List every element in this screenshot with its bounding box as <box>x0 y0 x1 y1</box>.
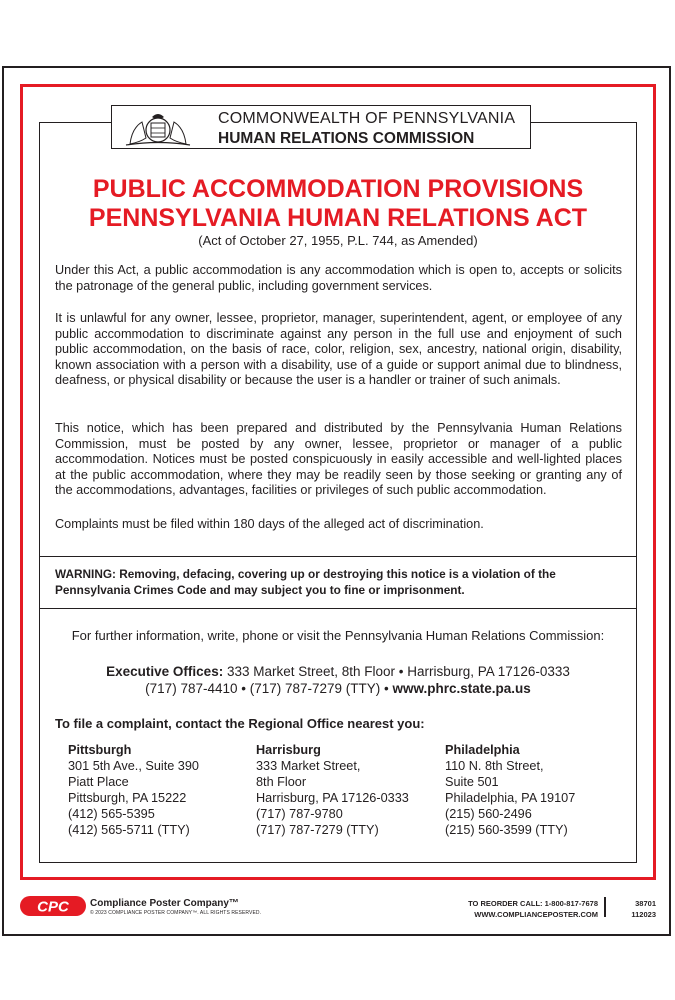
office-line: Harrisburg, PA 17126-0333 <box>256 791 409 805</box>
office-philadelphia <box>445 742 575 838</box>
office-line: Pittsburgh, PA 15222 <box>68 791 187 805</box>
header-line-1: COMMONWEALTH OF PENNSYLVANIA <box>218 110 516 127</box>
paragraph-deadline: Complaints must be filed within 180 days of the alleged act of discrimination. <box>55 517 484 531</box>
office-harrisburg <box>256 742 409 838</box>
divider-bottom <box>40 608 636 609</box>
reorder-website: WWW.COMPLIANCEPOSTER.COM <box>474 910 598 919</box>
poster-date-code: 112023 <box>631 910 656 919</box>
reorder-phone: TO REORDER CALL: 1-800-817-7678 <box>468 899 598 908</box>
executive-address: 333 Market Street, 8th Floor • Harrisburg, PA 17126-0333 <box>223 664 570 679</box>
office-line: Suite 501 <box>445 775 499 789</box>
office-line: 301 5th Ave., Suite 390 <box>68 759 199 773</box>
paragraph-unlawful: It is unlawful for any owner, lessee, proprietor, manager, superintendent, agent, or employee of any public accommodation to discriminate against any person in the full use and enjoyment of such public accommodation, on the basis of race, color, religion, sex, ancestry, national origin, disability, known association with a person with a disability, use of a guide or support animal due to blindness, deafness, or physical disability or because the user is a handler or trainer of such animals. <box>55 311 622 388</box>
office-line: (215) 560-2496 <box>445 807 532 821</box>
logo-text: CPC <box>37 898 69 916</box>
title-line-1: PUBLIC ACCOMMODATION PROVISIONS <box>92 175 584 203</box>
executive-offices <box>40 663 636 697</box>
executive-label: Executive Offices: <box>106 664 224 679</box>
office-name: Pittsburgh <box>68 743 132 757</box>
office-line: (717) 787-7279 (TTY) <box>256 823 379 837</box>
office-pittsburgh <box>68 742 199 838</box>
footer-divider <box>604 897 606 917</box>
warning-notice: WARNING: Removing, defacing, covering up or destroying this notice is a violation of the Pennsylvania Crimes Code and may subject you to fine or imprisonment. <box>55 567 556 597</box>
act-citation: (Act of October 27, 1955, P.L. 744, as Amended) <box>198 233 478 248</box>
commission-header <box>111 105 531 149</box>
title-line-2: PENNSYLVANIA HUMAN RELATIONS ACT <box>88 204 588 232</box>
company-name: Compliance Poster Company™ <box>90 898 239 909</box>
office-line: 110 N. 8th Street, <box>445 759 544 773</box>
office-line: Philadelphia, PA 19107 <box>445 791 576 805</box>
copyright: © 2023 COMPLIANCE POSTER COMPANY™. ALL RIGHTS RESERVED. <box>90 910 262 916</box>
office-line: 8th Floor <box>256 775 307 789</box>
office-line: (717) 787-9780 <box>256 807 343 821</box>
cpc-logo-icon <box>20 896 86 916</box>
office-line: 333 Market Street, <box>256 759 361 773</box>
paragraph-posting: This notice, which has been prepared and distributed by the Pennsylvania Human Relations Commission, must be posted by any owner, lessee, proprietor or manager of a public accommodation. Notices must be posted conspicuously in easily accessible and well-lighted places at the public accommodation, where they may be readily seen by those seeking or granting any of the accommodations, advantages, facilities or privileges of such public accommodation. <box>55 421 622 498</box>
poster-code: 38701 <box>635 899 656 908</box>
paragraph-definition: Under this Act, a public accommodation is any accommodation which is open to, accepts or solicits the patronage of the general public, including government services. <box>55 263 622 293</box>
office-name: Philadelphia <box>445 743 520 757</box>
complaint-heading: To file a complaint, contact the Regional Office nearest you: <box>55 716 425 731</box>
office-name: Harrisburg <box>256 743 321 757</box>
divider-top <box>40 556 636 557</box>
office-line: Piatt Place <box>68 775 129 789</box>
executive-website: www.phrc.state.pa.us <box>392 681 531 696</box>
executive-phones: (717) 787-4410 • (717) 787-7279 (TTY) • <box>145 681 393 696</box>
reorder-info <box>400 898 598 920</box>
poster-codes <box>610 898 656 920</box>
office-line: (215) 560-3599 (TTY) <box>445 823 568 837</box>
office-line: (412) 565-5711 (TTY) <box>68 823 190 837</box>
header-line-2: HUMAN RELATIONS COMMISSION <box>218 130 475 147</box>
pennsylvania-seal-icon <box>122 108 194 146</box>
office-line: (412) 565-5395 <box>68 807 155 821</box>
further-info: For further information, write, phone or visit the Pennsylvania Human Relations Commission: <box>71 628 605 643</box>
